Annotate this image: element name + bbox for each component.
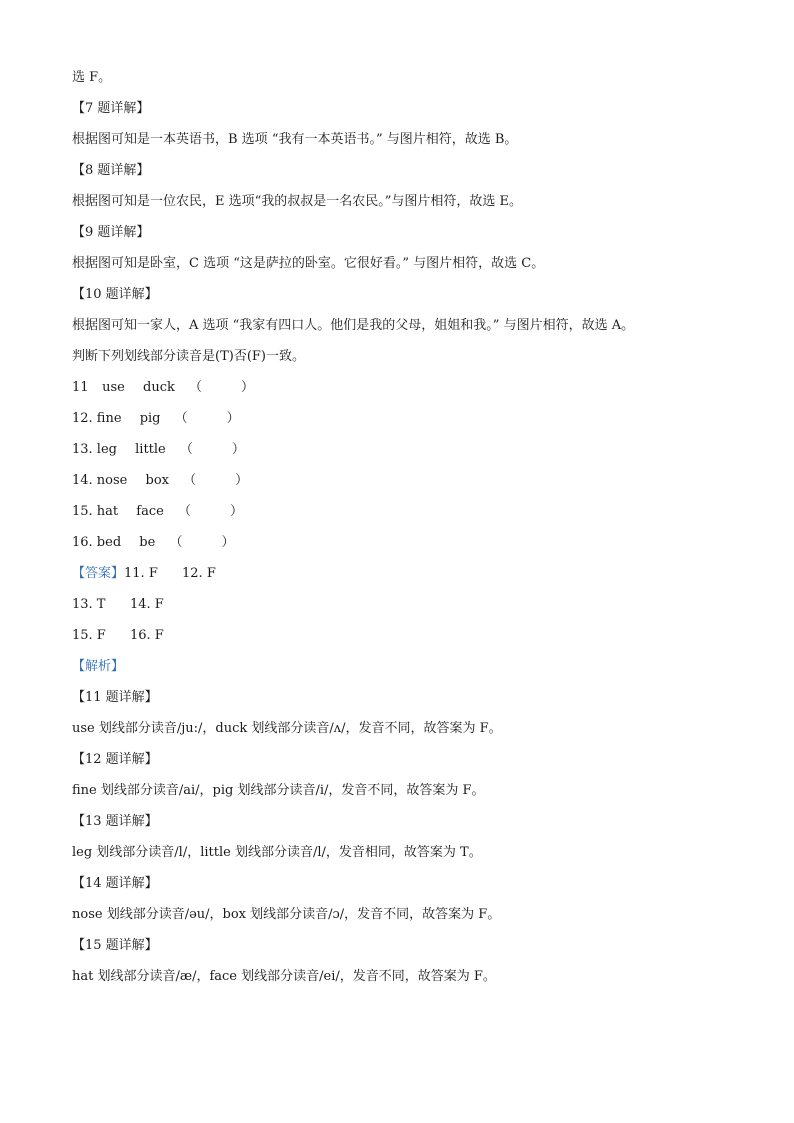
answer-value: 14. F [130, 597, 164, 612]
question-number: 13. leg [72, 442, 117, 457]
question-word: little [135, 442, 166, 457]
answer-blank: （ ） [189, 380, 255, 395]
section-heading: 【8 题详解】 [72, 163, 150, 178]
question-word: face [136, 504, 164, 519]
answer-blank: （ ） [183, 473, 249, 488]
answer-row [72, 620, 732, 651]
text-line: 选 F。 [72, 70, 112, 85]
answer-value: 13. T [72, 597, 106, 612]
question-word: duck [143, 380, 175, 395]
analysis-label: 【解析】 [72, 659, 125, 674]
question-number: 14. nose [72, 473, 128, 488]
question-item [72, 372, 732, 403]
section-heading: 【7 题详解】 [72, 101, 150, 116]
question-item [72, 403, 732, 434]
answer-label: 【答案】 [72, 566, 125, 581]
text-line: hat 划线部分读音/æ/，face 划线部分读音/ei/，发音不同，故答案为 F。 [72, 969, 496, 984]
section-heading: 【10 题详解】 [72, 287, 158, 302]
text-line: nose 划线部分读音/əu/，box 划线部分读音/ɔ/，发音不同，故答案为 F。 [72, 907, 501, 922]
question-item [72, 465, 732, 496]
text-line: 根据图可知是一本英语书，B 选项 “我有一本英语书。” 与图片相符，故选 B。 [72, 132, 518, 147]
answer-blank: （ ） [174, 411, 240, 426]
question-item [72, 434, 732, 465]
question-item [72, 496, 732, 527]
question-word: use [102, 380, 125, 395]
answer-blank: （ ） [169, 535, 235, 550]
answer-row [72, 589, 732, 620]
text-line: leg 划线部分读音/l/，little 划线部分读音/l/，发音相同，故答案为 T。 [72, 845, 482, 860]
answer-value: 12. F [182, 566, 216, 581]
section-heading: 【14 题详解】 [72, 876, 158, 891]
question-item [72, 527, 732, 558]
section-heading: 【11 题详解】 [72, 690, 158, 705]
question-word: be [139, 535, 156, 550]
section-heading: 【12 题详解】 [72, 752, 158, 767]
answer-value: 15. F [72, 628, 106, 643]
text-line: fine 划线部分读音/ai/，pig 划线部分读音/i/，发音不同，故答案为 F。 [72, 783, 485, 798]
answer-value: 16. F [130, 628, 164, 643]
section-heading: 【13 题详解】 [72, 814, 158, 829]
text-line: use 划线部分读音/ju:/，duck 划线部分读音/ʌ/，发音不同，故答案为 F。 [72, 721, 502, 736]
answer-blank: （ ） [177, 504, 243, 519]
text-line: 根据图可知一家人，A 选项 “我家有四口人。他们是我的父母，姐姐和我。” 与图片相符，故选 A。 [72, 318, 635, 333]
section-heading: 【15 题详解】 [72, 938, 158, 953]
question-number: 11 [72, 380, 89, 395]
answer-value: 11. F [124, 566, 158, 581]
answer-blank: （ ） [179, 442, 245, 457]
instruction-line: 判断下列划线部分读音是(T)否(F)一致。 [72, 349, 305, 364]
question-number: 15. hat [72, 504, 119, 519]
answer-row [72, 558, 732, 589]
text-line: 根据图可知是卧室，C 选项 “这是萨拉的卧室。它很好看。” 与图片相符，故选 C。 [72, 256, 545, 271]
question-word: pig [139, 411, 161, 426]
question-number: 12. fine [72, 411, 122, 426]
text-line: 根据图可知是一位农民，E 选项“我的叔叔是一名农民。”与图片相符，故选 E。 [72, 194, 523, 209]
document-page [72, 62, 732, 992]
section-heading: 【9 题详解】 [72, 225, 150, 240]
question-number: 16. bed [72, 535, 122, 550]
question-word: box [145, 473, 169, 488]
